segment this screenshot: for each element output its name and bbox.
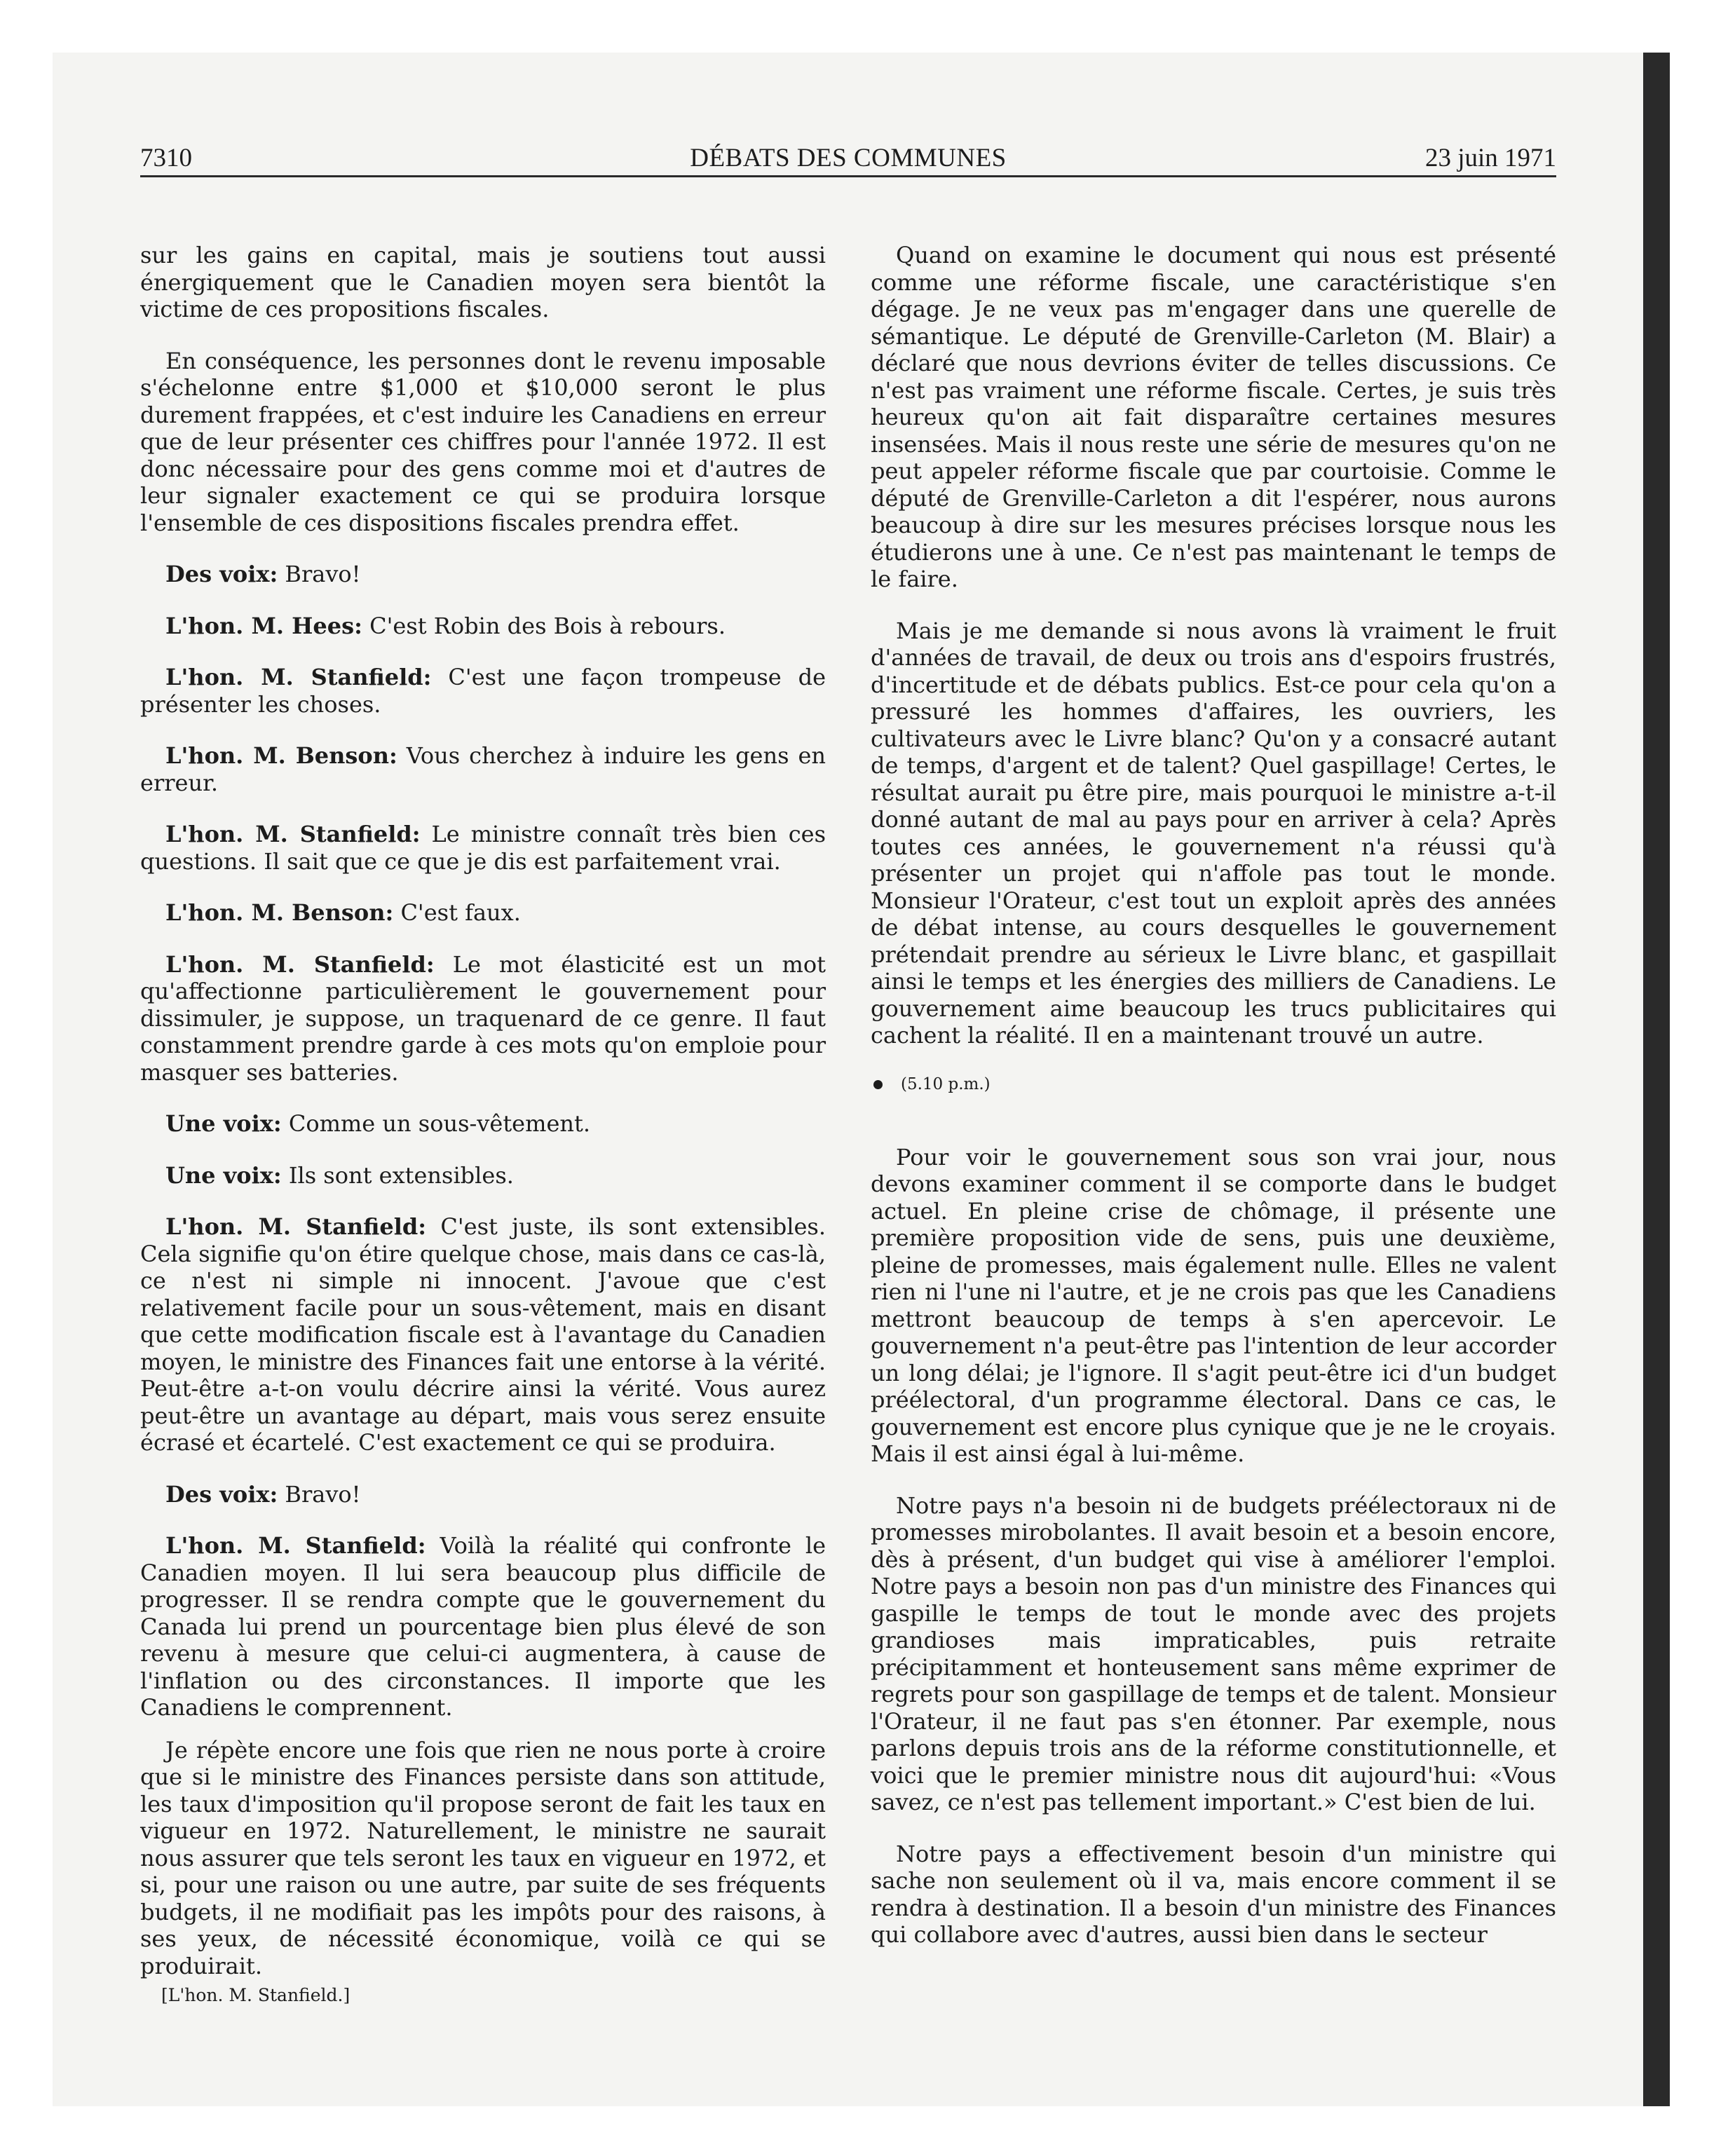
speaker-label: L'hon. M. Benson:: [165, 742, 397, 769]
speaker-label: Des voix:: [165, 561, 278, 587]
speech: [140, 561, 826, 588]
speaker-label: L'hon. M. Stanfield:: [165, 950, 435, 978]
paragraph: Mais je me demande si nous avons là vraiment le fruit d'années de travail, de deux ou trois ans d'espoirs frustrés, d'incertitude et de débats publics. Est-ce pour cela qu'on a pressuré les hommes d'affaires, les ouvriers, les cultivateurs avec le Livre blanc? Qu'on y a consacré autant de temps, d'argent et de talent? Quel gaspillage! Certes, le résultat aurait pu être pire, mais pourquoi le ministre a-t-il donné autant de mal au pays pour en arriver à cela? Après toutes ces années, le gouvernement n'a réussi qu'à présenter un projet qui n'affole pas tout le monde. Monsieur l'Orateur, c'est tout un exploit après des années de débat intense, au cours desquelles le gouvernement prétendait prendre au sérieux le Livre blanc, et gaspillait ainsi le temps et les énergies des milliers de Canadiens. Le gouvernement aime beaucoup les trucs publicitaires qui cachent la réalité. Il en a maintenant trouvé un autre.: [871, 617, 1556, 1049]
speaker-label: L'hon. M. Stanfield:: [165, 664, 432, 690]
speaker-label: Une voix:: [165, 1161, 282, 1189]
speech-text: C'est une façon trompeuse de présenter les choses.: [140, 664, 826, 718]
paragraph: Je répète encore une fois que rien ne nous porte à croire que si le ministre des Finances persiste dans son attitude, les taux d'imposition qu'il propose seront de fait les taux en vigueur en 1972. Naturellement, le ministre ne saurait nous assurer que tels seront les taux en vigueur en 1972, et si, pour une raison ou une autre, par suite de ses fréquents budgets, il ne modifiait pas les impôts pour des raisons, à ses yeux, de nécessité économique, voilà ce qui se produirait.: [140, 1736, 826, 1979]
speech-text: Comme un sous-vêtement.: [288, 1110, 591, 1137]
speech-text: C'est Robin des Bois à rebours.: [369, 612, 726, 639]
speech: [140, 1481, 826, 1508]
timestamp-text: (5.10 p.m.): [901, 1074, 991, 1093]
speech-text: Vous cherchez à induire les gens en erreur.: [140, 742, 826, 796]
speech-text: Le mot élasticité est un mot qu'affectionne particulièrement le gouvernement pour dissimuler, je suppose, un traquenard de ce genre. Il faut constamment prendre garde à ces mots qu'on emploie pour masquer ses batteries.: [140, 950, 826, 1086]
right-column: [871, 242, 1556, 1973]
speech: [140, 1110, 826, 1138]
speaker-footer-note: [L'hon. M. Stanfield.]: [161, 1985, 351, 2005]
speaker-label: Des voix:: [165, 1480, 278, 1508]
paragraph: En conséquence, les personnes dont le revenu imposable s'échelonne entre $1,000 et $10,000 seront le plus durement frappées, et c'est induire les Canadiens en erreur que de leur présenter ces chiffres pour l'année 1972. Il est donc nécessaire pour des gens comme moi et d'autres de leur signaler exactement ce qui se produira lorsque l'ensemble de ces dispositions fiscales prendra effet.: [140, 347, 826, 536]
speech-text: C'est juste, ils sont extensibles. Cela signifie qu'on étire quelque chose, mais dans ce cas-là, ce n'est ni simple ni innocent. J'avoue que c'est relativement facile pour un sous-vêtement, mais en disant que cette modification fiscale est à l'avantage du Canadien moyen, le ministre des Finances fait une entorse à la vérité. Peut-être a-t-on voulu décrire ainsi la vérité. Vous aurez peut-être un avantage au départ, mais vous serez ensuite écrasé et écartelé. C'est exactement ce qui se produira.: [140, 1213, 826, 1456]
header-rule: [140, 175, 1556, 177]
paragraph: Notre pays a effectivement besoin d'un ministre qui sache non seulement où il va, mais encore comment il se rendra à destination. Il a besoin d'un ministre des Finances qui collabore avec d'autres, aussi bien dans le secteur: [871, 1840, 1556, 1948]
page-date: 23 juin 1971: [1424, 144, 1556, 172]
speech: [140, 613, 826, 640]
speech-text: C'est faux.: [400, 899, 521, 926]
speech: [140, 821, 826, 875]
left-column: [140, 242, 826, 2006]
speaker-label: L'hon. M. Hees:: [165, 612, 362, 639]
speaker-label: L'hon. M. Stanfield:: [165, 1213, 427, 1240]
speaker-label: L'hon. M. Benson:: [165, 899, 394, 926]
speech: [140, 742, 826, 796]
page-title: DÉBATS DES COMMUNES: [690, 144, 1007, 172]
timestamp: [873, 1074, 1556, 1095]
speech-text: Bravo!: [285, 561, 361, 587]
speech: [140, 899, 826, 927]
scan-edge: [1643, 53, 1670, 2106]
speech: [140, 1162, 826, 1189]
speech-text: Voilà la réalité qui confronte le Canadien moyen. Il lui sera beaucoup plus difficile de progresser. Il se rendra compte que le gouvernement du Canada lui prend un pourcentage bien plus élevé de son revenu à mesure que celui-ci augmentera, à cause de l'inflation ou des circonstances. Il importe que les Canadiens le comprennent.: [140, 1532, 826, 1721]
page-number: 7310: [140, 144, 192, 172]
speech-text: Bravo!: [285, 1480, 361, 1508]
bullet-icon: [873, 1080, 883, 1089]
speaker-label: L'hon. M. Stanfield:: [165, 1532, 426, 1559]
paragraph: sur les gains en capital, mais je soutiens tout aussi énergiquement que le Canadien moyen sera bientôt la victime de ces propositions fiscales.: [140, 242, 826, 322]
speech-text: Ils sont extensibles.: [288, 1161, 514, 1189]
speech-text: Le ministre connaît très bien ces questions. Il sait que ce que je dis est parfaitement vrai.: [140, 821, 826, 875]
speaker-label: L'hon. M. Stanfield:: [165, 821, 421, 847]
speech: [140, 1532, 826, 1721]
speaker-label: Une voix:: [165, 1110, 282, 1137]
speech: [140, 664, 826, 718]
speech: [140, 1213, 826, 1456]
paragraph: Quand on examine le document qui nous est présenté comme une réforme fiscale, une caractéristique s'en dégage. Je ne veux pas m'engager dans une querelle de sémantique. Le député de Grenville-Carleton (M. Blair) a déclaré que nous devrions éviter de telles discussions. Ce n'est pas vraiment une réforme fiscale. Certes, je suis très heureux qu'on ait fait disparaître certaines mesures insensées. Mais il nous reste une série de mesures qu'on ne peut appeler réforme fiscale que par courtoisie. Comme le député de Grenville-Carleton a dit l'espérer, nous aurons beaucoup à dire sur les mesures précises lorsque nous les étudierons une à une. Ce n'est pas maintenant le temps de le faire.: [871, 242, 1556, 592]
paragraph: Notre pays n'a besoin ni de budgets préélectoraux ni de promesses mirobolantes. Il avait besoin et a besoin encore, dès à présent, d'un budget qui vise à améliorer l'emploi. Notre pays a besoin non pas d'un ministre des Finances qui gaspille le temps de tout le monde avec des projets grandioses mais impraticables, puis retraite précipitamment et honteusement sans même exprimer de regrets pour son gaspillage de temps et de talent. Monsieur l'Orateur, il ne faut pas s'en étonner. Par exemple, nous parlons depuis trois ans de la réforme constitutionnelle, et voici que le premier ministre nous dit aujourd'hui: «Vous savez, ce n'est pas tellement important.» C'est bien de lui.: [871, 1492, 1556, 1815]
speech: [140, 951, 826, 1086]
paragraph: Pour voir le gouvernement sous son vrai jour, nous devons examiner comment il se comporte dans le budget actuel. En pleine crise de chômage, il présente une première proposition vide de sens, puis une deuxième, pleine de promesses, mais également nulle. Elles ne valent rien ni l'une ni l'autre, et je ne crois pas que les Canadiens mettront beaucoup de temps à s'en apercevoir. Le gouvernement n'a peut-être pas l'intention de leur accorder un long délai; je l'ignore. Il s'agit peut-être ici d'un budget préélectoral, d'un programme électoral. Dans ce cas, le gouvernement est encore plus cynique que je ne le croyais. Mais il est ainsi égal à lui-même.: [871, 1143, 1556, 1467]
